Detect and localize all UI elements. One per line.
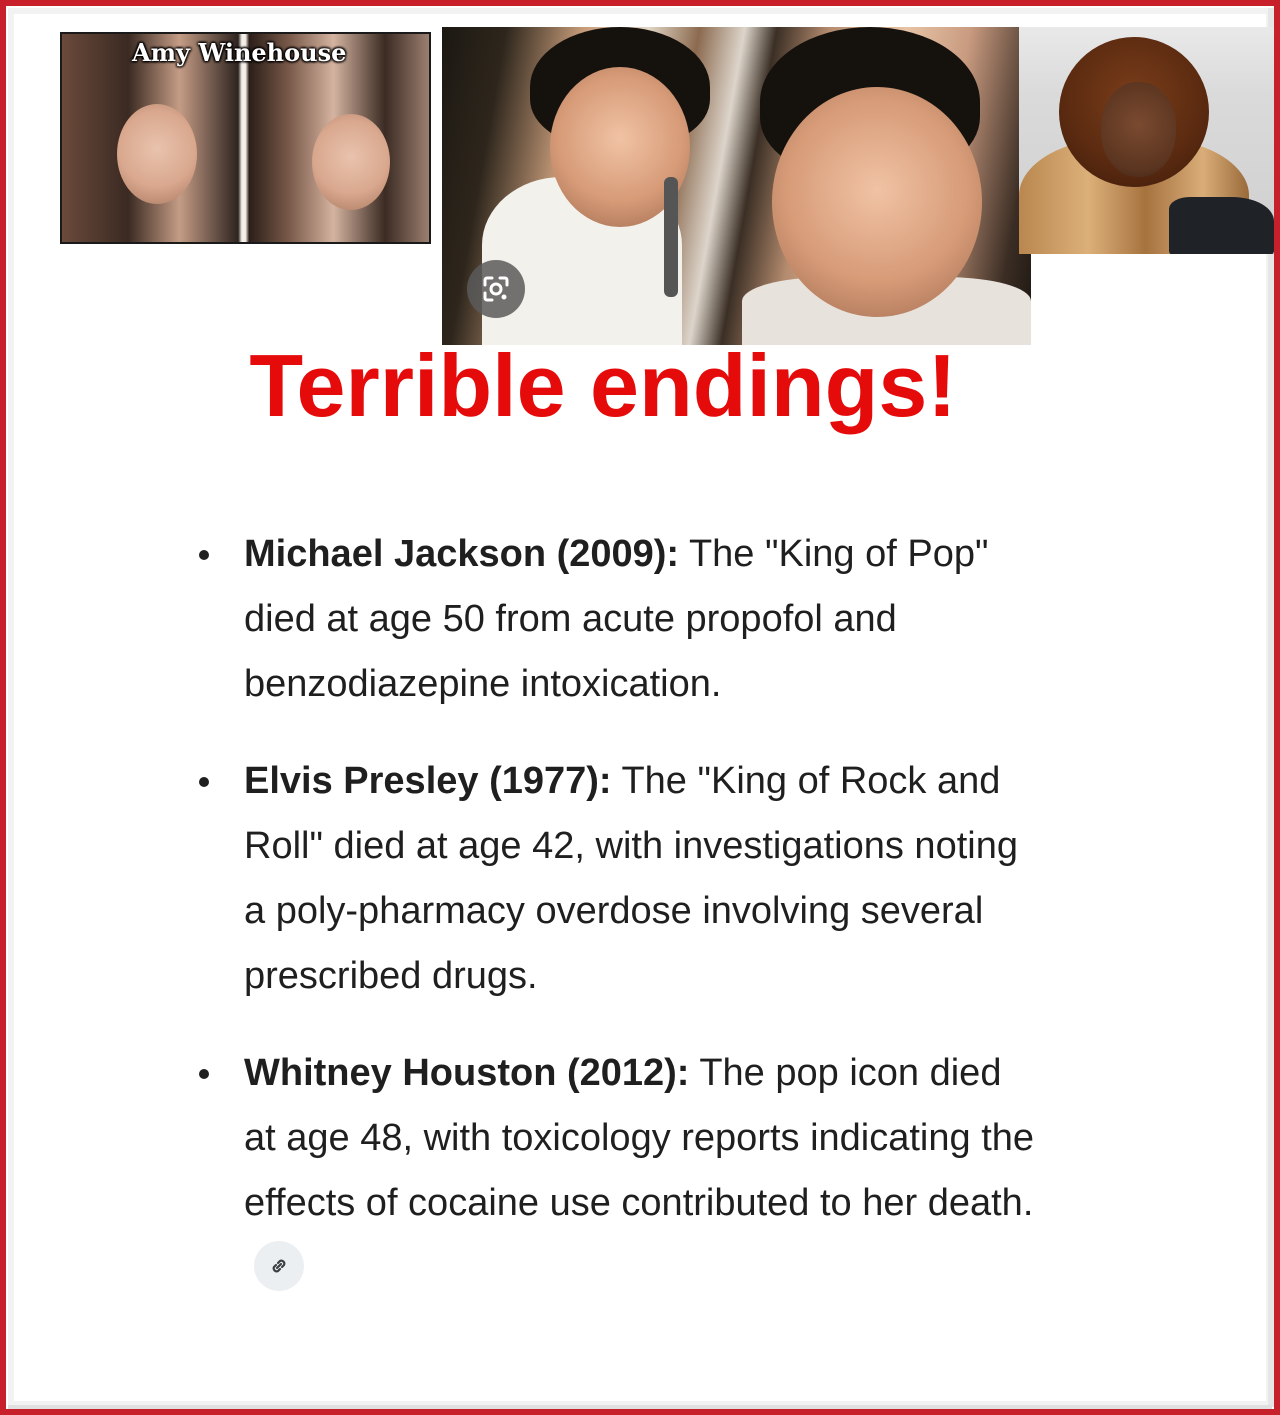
whitney-houston-photo — [1019, 27, 1274, 254]
bullet-icon — [199, 1069, 209, 1079]
amy-winehouse-caption: Amy Winehouse — [132, 38, 347, 67]
google-lens-icon[interactable] — [467, 260, 525, 318]
page-title: Terrible endings! — [249, 336, 957, 435]
list-item — [196, 1041, 1036, 1301]
elvis-face-right — [772, 87, 982, 317]
entry-text: The "King of Rock and Roll" died at age 42, with investigations noting a poly-pharmacy overdose involving several prescribed drugs. — [244, 760, 1018, 997]
entries-list — [196, 522, 1036, 1333]
amy-face-right — [312, 114, 390, 210]
frame-shadow-bottom — [8, 1405, 1272, 1409]
microphone — [664, 177, 678, 297]
entry-text: The "King of Pop" died at age 50 from acute propofol and benzodiazepine intoxication. — [244, 533, 989, 705]
whitney-bag — [1169, 197, 1274, 254]
amy-winehouse-photo — [60, 32, 431, 244]
bullet-icon — [199, 550, 209, 560]
whitney-face — [1101, 82, 1176, 177]
bullet-icon — [199, 777, 209, 787]
entry-name: Whitney Houston (2012): — [244, 1052, 690, 1094]
entry-name: Elvis Presley (1977): — [244, 760, 612, 802]
link-icon[interactable] — [254, 1241, 304, 1291]
amy-face-left — [117, 104, 197, 204]
list-item — [196, 749, 1036, 1009]
elvis-presley-photo — [442, 27, 1031, 345]
entry-text: The pop icon died at age 48, with toxicology reports indicating the effects of cocaine use contributed to her death. — [244, 1052, 1035, 1224]
list-item — [196, 522, 1036, 717]
entry-name: Michael Jackson (2009): — [244, 533, 680, 575]
